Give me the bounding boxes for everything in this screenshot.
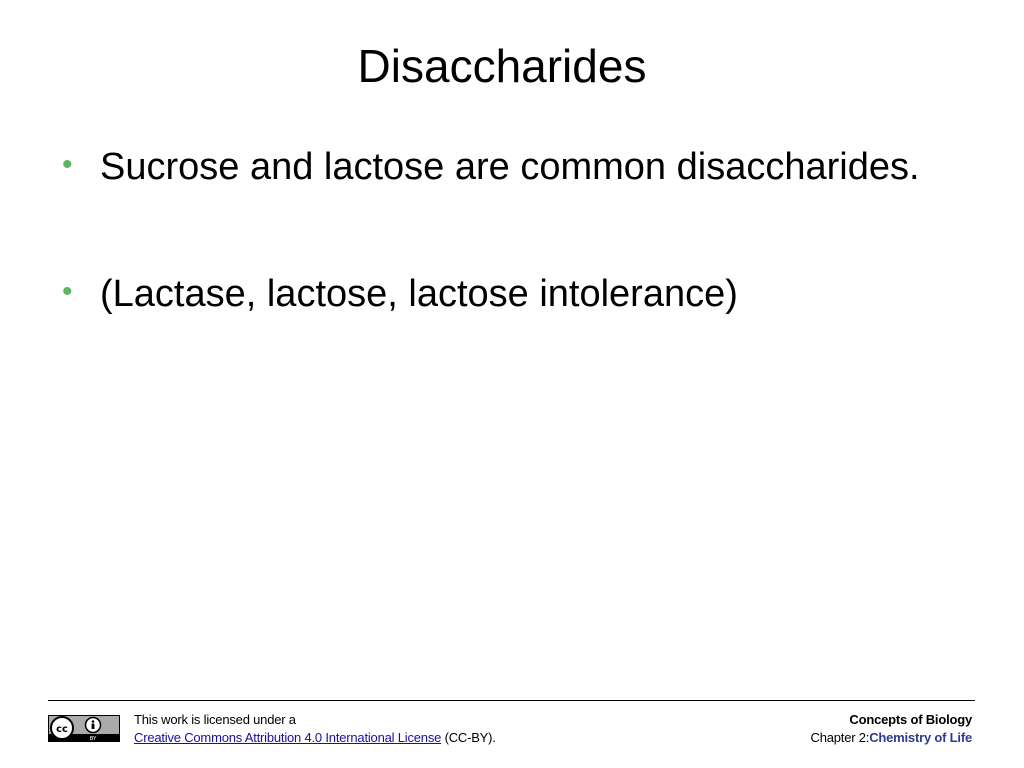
slide-title: Disaccharides — [357, 40, 647, 92]
license-link[interactable]: Creative Commons Attribution 4.0 International License — [134, 730, 442, 745]
bullet-dot-icon: • — [62, 148, 73, 181]
bullet-text: Sucrose and lactose are common disaccharides. — [100, 146, 920, 188]
cc-by-badge-icon — [48, 715, 120, 742]
course-info — [811, 711, 973, 747]
footer-divider — [48, 700, 975, 701]
license-notice — [134, 711, 496, 747]
license-line — [134, 729, 496, 747]
chapter-prefix: Chapter 2: — [810, 730, 870, 745]
bullet-list — [62, 140, 922, 394]
svg-text:cc: cc — [56, 724, 68, 735]
chapter-line — [811, 729, 973, 747]
bullet-dot-icon: • — [62, 275, 73, 308]
license-suffix: (CC-BY). — [441, 730, 496, 745]
svg-text:BY: BY — [89, 736, 97, 741]
bullet-item — [62, 267, 922, 321]
bullet-text: (Lactase, lactose, lactose intolerance) — [100, 273, 738, 315]
chapter-name: Chemistry of Life — [869, 730, 972, 745]
bullet-item — [62, 140, 922, 194]
course-title: Concepts of Biology — [849, 712, 972, 727]
license-prefix: This work is licensed under a — [134, 712, 296, 727]
